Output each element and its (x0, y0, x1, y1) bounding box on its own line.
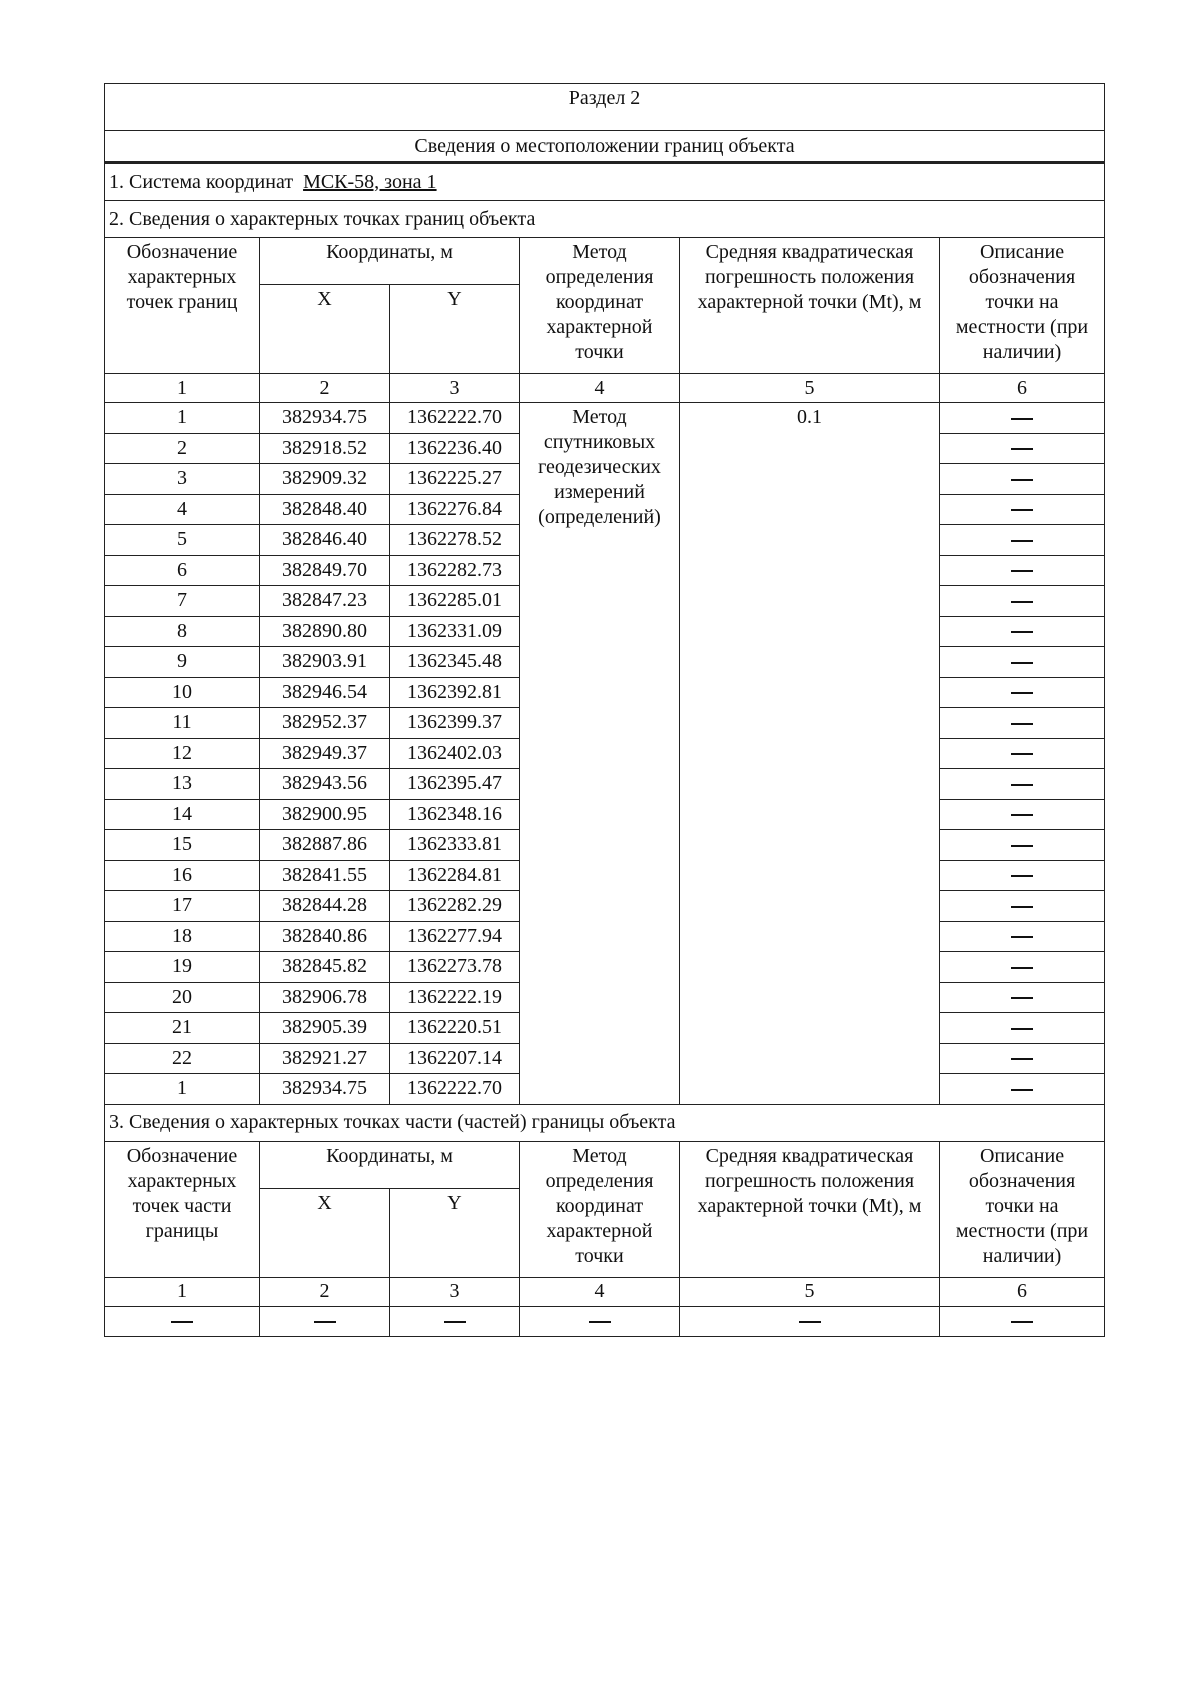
part2-col-number: 4 (520, 374, 680, 403)
dash-mark (1011, 570, 1033, 572)
point-x: 382909.32 (260, 464, 390, 495)
dash-mark (1011, 997, 1033, 999)
point-y: 1362399.37 (390, 708, 520, 739)
point-x: 382849.70 (260, 555, 390, 586)
point-y: 1362282.73 (390, 555, 520, 586)
point-x: 382890.80 (260, 616, 390, 647)
point-number: 9 (105, 647, 260, 678)
point-description (940, 799, 1105, 830)
point-description (940, 860, 1105, 891)
empty-dash (105, 1306, 260, 1337)
part2-header-mt: Средняя квадратическая погрешность положения характерной точки (Mt), м (680, 238, 940, 374)
point-description (940, 433, 1105, 464)
empty-dash (390, 1306, 520, 1337)
dash-mark (1011, 631, 1033, 633)
dash-mark (1011, 418, 1033, 420)
point-number: 21 (105, 1013, 260, 1044)
point-row (105, 403, 1105, 434)
part3-header-desc: Описание обозначения точки на местности (при наличии) (940, 1141, 1105, 1277)
part3-col-number: 5 (680, 1277, 940, 1306)
point-y: 1362348.16 (390, 799, 520, 830)
part3-empty-row (105, 1306, 1105, 1337)
part2-header-method: Метод определения координат характерной точки (520, 238, 680, 374)
point-number: 3 (105, 464, 260, 495)
point-y: 1362277.94 (390, 921, 520, 952)
dash-mark (1011, 509, 1033, 511)
point-description (940, 982, 1105, 1013)
point-number: 1 (105, 1074, 260, 1105)
point-y: 1362395.47 (390, 769, 520, 800)
point-number: 10 (105, 677, 260, 708)
coord-system-prefix: 1. Система координат (109, 170, 294, 193)
point-y: 1362222.70 (390, 403, 520, 434)
point-x: 382844.28 (260, 891, 390, 922)
dash-mark (1011, 967, 1033, 969)
part2-points-body (105, 403, 1105, 1105)
point-y: 1362273.78 (390, 952, 520, 983)
empty-dash (260, 1306, 390, 1337)
part2-col-number: 5 (680, 374, 940, 403)
mt-value: 0.1 (680, 403, 940, 1105)
point-y: 1362207.14 (390, 1043, 520, 1074)
point-description (940, 1043, 1105, 1074)
part3-col-number: 1 (105, 1277, 260, 1306)
dash-mark (1011, 936, 1033, 938)
part3-col-number: 2 (260, 1277, 390, 1306)
point-x: 382845.82 (260, 952, 390, 983)
section-title: Сведения о местоположении границ объекта (105, 131, 1105, 163)
point-x: 382946.54 (260, 677, 390, 708)
part3-column-numbers (105, 1277, 1105, 1306)
part3-col-number: 3 (390, 1277, 520, 1306)
part3-header-mt: Средняя квадратическая погрешность положения характерной точки (Mt), м (680, 1141, 940, 1277)
dash-mark (1011, 601, 1033, 603)
point-x: 382847.23 (260, 586, 390, 617)
point-description (940, 708, 1105, 739)
part3-header-x: X (260, 1188, 390, 1277)
point-description (940, 891, 1105, 922)
point-x: 382900.95 (260, 799, 390, 830)
point-y: 1362392.81 (390, 677, 520, 708)
point-number: 1 (105, 403, 260, 434)
point-description (940, 647, 1105, 678)
point-description (940, 555, 1105, 586)
method-value: Метод спутниковых геодезических измерений (определений) (520, 403, 680, 1105)
point-x: 382952.37 (260, 708, 390, 739)
point-y: 1362345.48 (390, 647, 520, 678)
point-description (940, 952, 1105, 983)
point-number: 6 (105, 555, 260, 586)
point-description (940, 1013, 1105, 1044)
point-x: 382846.40 (260, 525, 390, 556)
point-description (940, 403, 1105, 434)
part2-header-x: X (260, 285, 390, 374)
coord-system-value: МСК-58, зона 1 (303, 170, 437, 193)
point-description (940, 677, 1105, 708)
part3-header-coords: Координаты, м (260, 1141, 520, 1188)
point-number: 7 (105, 586, 260, 617)
dash-mark (1011, 1058, 1033, 1060)
point-y: 1362225.27 (390, 464, 520, 495)
coord-system-row (105, 163, 1105, 201)
empty-dash (520, 1306, 680, 1337)
dash-mark (1011, 784, 1033, 786)
point-y: 1362236.40 (390, 433, 520, 464)
part2-header-point: Обозначение характерных точек границ (105, 238, 260, 374)
point-y: 1362333.81 (390, 830, 520, 861)
document-page (104, 83, 1104, 1337)
point-y: 1362331.09 (390, 616, 520, 647)
dash-mark (1011, 448, 1033, 450)
point-description (940, 738, 1105, 769)
part3-header-method: Метод определения координат характерной точки (520, 1141, 680, 1277)
point-description (940, 830, 1105, 861)
dash-mark (1011, 845, 1033, 847)
part2-col-number: 6 (940, 374, 1105, 403)
dash-mark (1011, 875, 1033, 877)
point-number: 19 (105, 952, 260, 983)
section-table (104, 83, 1105, 1337)
dash-mark (1011, 1028, 1033, 1030)
point-y: 1362276.84 (390, 494, 520, 525)
point-x: 382943.56 (260, 769, 390, 800)
point-description (940, 586, 1105, 617)
dash-mark (1011, 540, 1033, 542)
point-x: 382887.86 (260, 830, 390, 861)
point-y: 1362285.01 (390, 586, 520, 617)
empty-dash (940, 1306, 1105, 1337)
point-number: 14 (105, 799, 260, 830)
point-number: 12 (105, 738, 260, 769)
point-x: 382918.52 (260, 433, 390, 464)
part3-col-number: 6 (940, 1277, 1105, 1306)
point-x: 382903.91 (260, 647, 390, 678)
point-number: 2 (105, 433, 260, 464)
dash-mark (1011, 723, 1033, 725)
dash-mark (1011, 479, 1033, 481)
part3-col-number: 4 (520, 1277, 680, 1306)
part2-heading: 2. Сведения о характерных точках границ объекта (105, 201, 1105, 238)
point-description (940, 1074, 1105, 1105)
point-x: 382905.39 (260, 1013, 390, 1044)
point-number: 18 (105, 921, 260, 952)
point-x: 382934.75 (260, 403, 390, 434)
point-y: 1362402.03 (390, 738, 520, 769)
part3-header-y: Y (390, 1188, 520, 1277)
point-number: 20 (105, 982, 260, 1013)
point-y: 1362278.52 (390, 525, 520, 556)
point-number: 16 (105, 860, 260, 891)
point-description (940, 464, 1105, 495)
part2-col-number: 3 (390, 374, 520, 403)
point-number: 5 (105, 525, 260, 556)
point-y: 1362222.19 (390, 982, 520, 1013)
dash-mark (1011, 814, 1033, 816)
point-x: 382841.55 (260, 860, 390, 891)
point-x: 382934.75 (260, 1074, 390, 1105)
point-x: 382906.78 (260, 982, 390, 1013)
point-x: 382840.86 (260, 921, 390, 952)
part2-col-number: 1 (105, 374, 260, 403)
point-description (940, 769, 1105, 800)
point-description (940, 494, 1105, 525)
point-number: 17 (105, 891, 260, 922)
part2-header-y: Y (390, 285, 520, 374)
dash-mark (1011, 906, 1033, 908)
point-description (940, 921, 1105, 952)
point-number: 13 (105, 769, 260, 800)
part3-header-point: Обозначение характерных точек части границы (105, 1141, 260, 1277)
part2-header-desc: Описание обозначения точки на местности (при наличии) (940, 238, 1105, 374)
point-y: 1362284.81 (390, 860, 520, 891)
point-y: 1362282.29 (390, 891, 520, 922)
point-number: 11 (105, 708, 260, 739)
point-description (940, 525, 1105, 556)
point-number: 22 (105, 1043, 260, 1074)
point-y: 1362220.51 (390, 1013, 520, 1044)
point-x: 382949.37 (260, 738, 390, 769)
point-number: 15 (105, 830, 260, 861)
point-y: 1362222.70 (390, 1074, 520, 1105)
part2-column-numbers (105, 374, 1105, 403)
part3-heading: 3. Сведения о характерных точках части (частей) границы объекта (105, 1104, 1105, 1141)
dash-mark (1011, 1089, 1033, 1091)
part2-header-coords: Координаты, м (260, 238, 520, 285)
point-x: 382848.40 (260, 494, 390, 525)
point-x: 382921.27 (260, 1043, 390, 1074)
dash-mark (1011, 662, 1033, 664)
part2-col-number: 2 (260, 374, 390, 403)
point-description (940, 616, 1105, 647)
dash-mark (1011, 692, 1033, 694)
point-number: 8 (105, 616, 260, 647)
dash-mark (1011, 753, 1033, 755)
point-number: 4 (105, 494, 260, 525)
empty-dash (680, 1306, 940, 1337)
section-label: Раздел 2 (105, 84, 1105, 131)
